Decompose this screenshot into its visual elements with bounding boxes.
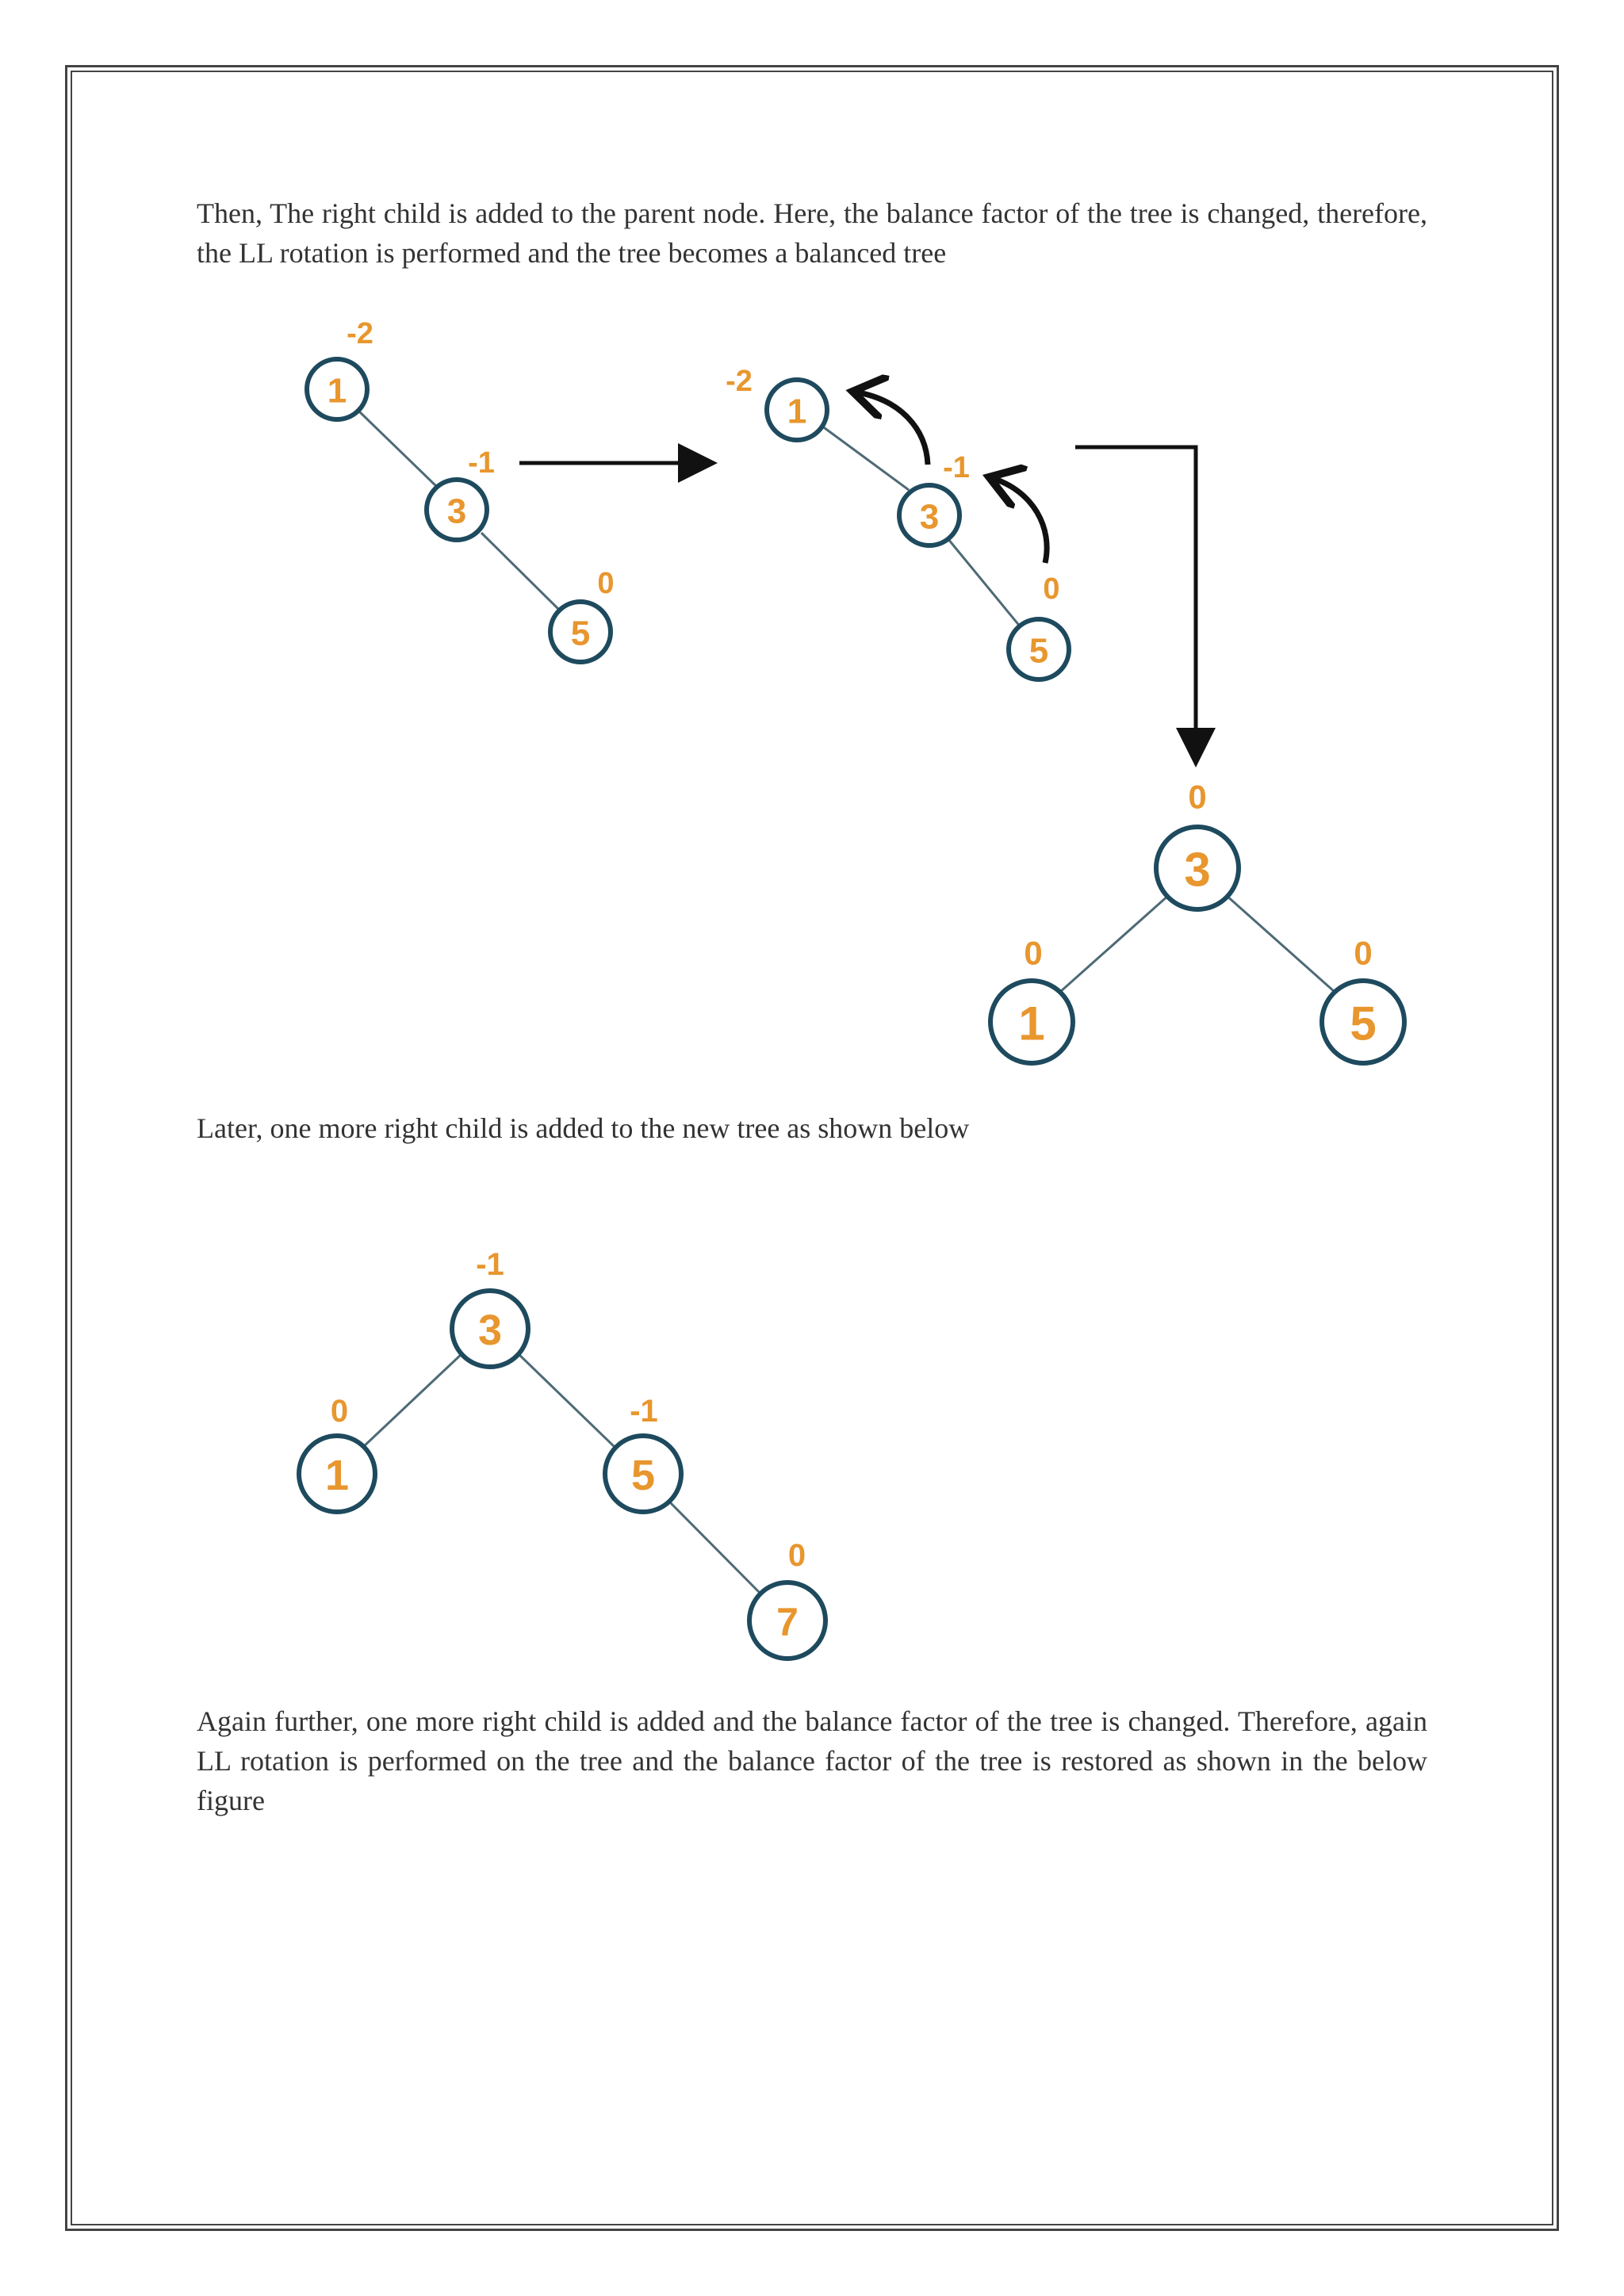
- tree-node: [990, 981, 1073, 1063]
- figure-rotating-tree: [726, 365, 1069, 679]
- balance-factor-label: 0: [787, 1538, 806, 1573]
- tree-node: [1009, 619, 1069, 679]
- node-key: 1: [324, 1452, 350, 1499]
- paragraph-ll-rotation-intro: Then, The right child is added to the parent node. Here, the balance factor of the tree is changed, therefore, the LL rotation is performed and the tree becomes a balanced tree: [197, 197, 1427, 269]
- tree-node: [767, 380, 827, 440]
- tree-node: [299, 1436, 375, 1512]
- figure-balanced-tree: [990, 779, 1404, 1064]
- balance-factor-label: -1: [943, 451, 970, 484]
- edge-3-5: [948, 538, 1021, 627]
- node-key: 5: [1028, 631, 1049, 671]
- balance-factor-label: -2: [347, 317, 373, 350]
- paragraph-add-right-child: Later, one more right child is added to the new tree as shown below: [197, 1112, 970, 1144]
- tree-node: [427, 480, 487, 540]
- edge-3-5: [519, 1354, 615, 1448]
- edge-3-1: [1060, 895, 1169, 992]
- node-key: 3: [477, 1307, 503, 1354]
- tree-node: [307, 359, 367, 419]
- node-key: 1: [787, 392, 807, 431]
- edge-3-5: [1226, 895, 1335, 992]
- node-key: 5: [1350, 997, 1377, 1050]
- balance-factor-label: 0: [1024, 934, 1043, 972]
- balance-factor-label: 0: [1188, 778, 1207, 816]
- balance-factor-label: 0: [1354, 934, 1373, 972]
- figure-unbalanced-tree: [307, 317, 615, 662]
- tree-node: [550, 602, 611, 662]
- balance-factor-label: 0: [330, 1394, 349, 1429]
- paragraph-again-ll-rotation: Again further, one more right child is added and the balance factor of the tree is changed. Therefore, again LL rotation is performed on the tree and the balance factor of the tree is restored as shown in the below figure: [197, 1705, 1427, 1816]
- node-key: 3: [1184, 843, 1211, 897]
- tree-node: [1322, 981, 1404, 1063]
- edge-5-7: [670, 1502, 760, 1593]
- tree-node: [899, 485, 959, 545]
- balance-factor-label: -2: [726, 365, 753, 398]
- edge-3-1: [362, 1354, 462, 1448]
- balance-factor-label: -1: [630, 1394, 658, 1429]
- node-key: 1: [327, 371, 347, 411]
- rotate-left-arrow-icon: [858, 392, 928, 465]
- rotate-left-arrow-icon: [994, 479, 1047, 563]
- node-key: 7: [776, 1600, 799, 1644]
- edge-1-3: [822, 426, 909, 490]
- balance-factor-label: -1: [476, 1247, 504, 1282]
- tree-node: [1156, 827, 1239, 909]
- balance-factor-label: 0: [1043, 572, 1060, 606]
- node-key: 5: [570, 614, 591, 653]
- edge-1-3: [359, 411, 438, 488]
- tree-node: [749, 1582, 825, 1659]
- node-key: 1: [1018, 997, 1045, 1050]
- balance-factor-label: -1: [468, 446, 495, 480]
- figure-tree-after-insert: [299, 1247, 825, 1659]
- node-key: 5: [630, 1452, 656, 1499]
- node-key: 3: [919, 497, 940, 537]
- tree-node: [452, 1291, 528, 1367]
- down-arrow: [1075, 447, 1196, 760]
- tree-node: [605, 1436, 681, 1512]
- balance-factor-label: 0: [597, 567, 615, 600]
- node-key: 3: [446, 492, 467, 531]
- edge-3-5: [481, 533, 558, 609]
